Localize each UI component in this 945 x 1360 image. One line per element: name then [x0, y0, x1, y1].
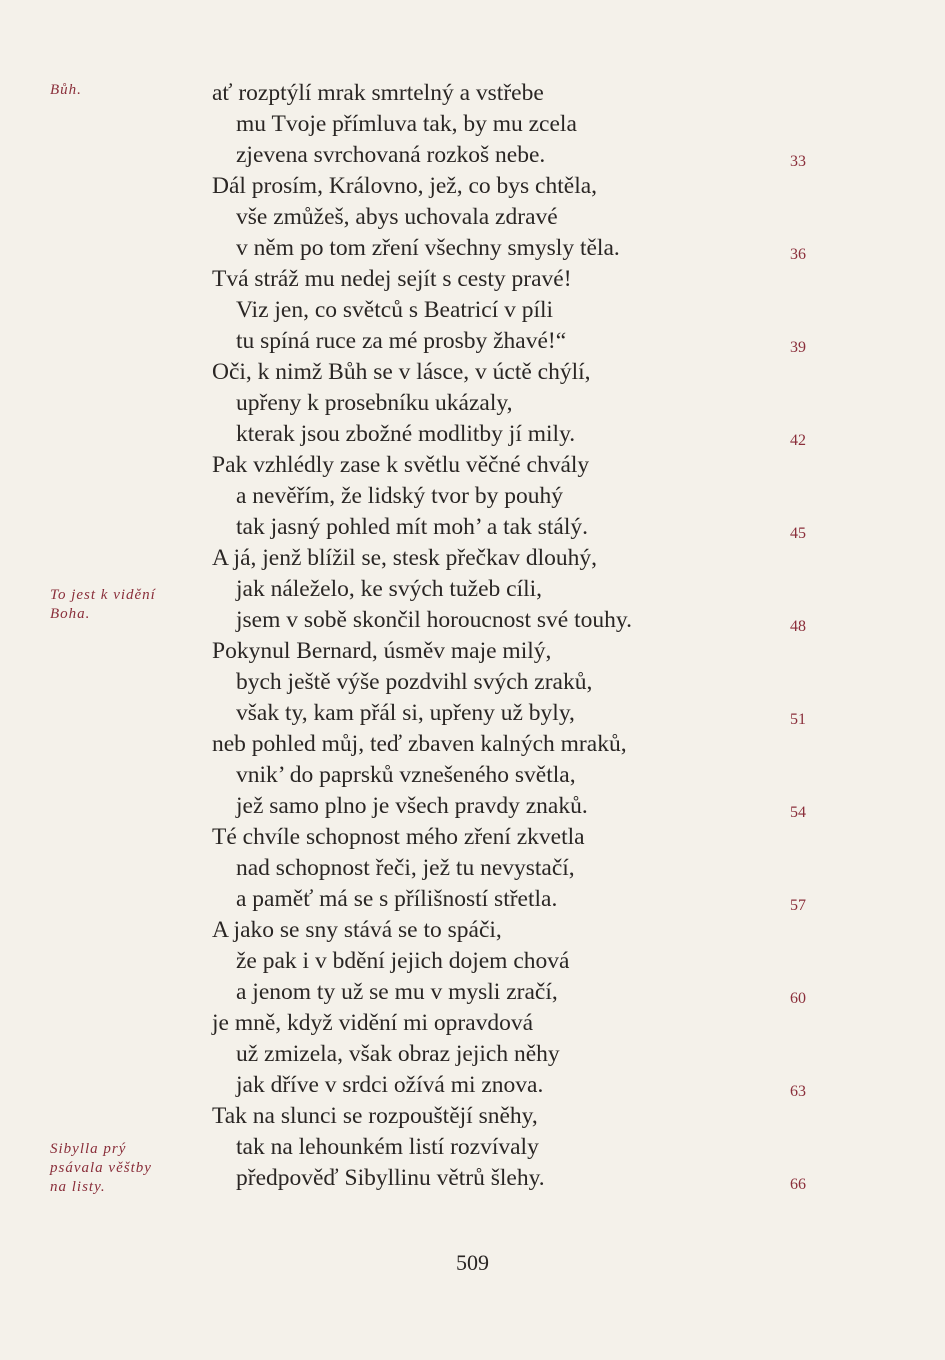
verse-text: však ty, kam přál si, upřeny už byly, — [236, 700, 575, 726]
verse-line — [0, 264, 945, 295]
gloss-line: Bůh. — [50, 82, 82, 98]
verse-text: Pak vzhlédly zase k světlu věčné chvály — [212, 452, 590, 478]
poem-verses — [0, 78, 945, 1194]
line-number: 63 — [790, 1083, 806, 1100]
line-number: 54 — [790, 804, 806, 821]
verse-text: jak náleželo, ke svých tužeb cíli, — [236, 576, 543, 602]
line-number: 39 — [790, 339, 806, 356]
verse-text: neb pohled můj, teď zbaven kalných mraků, — [212, 731, 627, 757]
gloss-line: Sibylla prý — [50, 1141, 127, 1157]
verse-line — [0, 1101, 945, 1132]
verse-line — [0, 915, 945, 946]
verse-line — [0, 295, 945, 326]
verse-text: už zmizela, však obraz jejich něhy — [236, 1041, 560, 1067]
verse-line — [0, 1132, 945, 1163]
gloss-line: psávala věštby — [50, 1160, 152, 1176]
verse-text: Tak na slunci se rozpouštějí sněhy, — [212, 1103, 538, 1129]
verse-text: ať rozptýlí mrak smrtelný a vstřebe — [212, 80, 544, 106]
verse-text: jež samo plno je všech pravdy znaků. — [236, 793, 588, 819]
line-number: 45 — [790, 525, 806, 542]
verse-text: mu Tvoje přímluva tak, by mu zcela — [236, 111, 577, 137]
verse-text: A já, jenž blížil se, stesk přečkav dlouhý, — [212, 545, 598, 571]
verse-line — [0, 512, 945, 543]
verse-line — [0, 357, 945, 388]
verse-text: jak dříve v srdci ožívá mi znova. — [236, 1072, 544, 1098]
verse-line — [0, 574, 945, 605]
line-number: 51 — [790, 711, 806, 728]
verse-text: a jenom ty už se mu v mysli zračí, — [236, 979, 558, 1005]
verse-line — [0, 388, 945, 419]
verse-text: že pak i v bdění jejich dojem chová — [236, 948, 570, 974]
verse-line — [0, 791, 945, 822]
verse-line — [0, 822, 945, 853]
verse-text: vnik’ do paprsků vznešeného světla, — [236, 762, 576, 788]
verse-line — [0, 202, 945, 233]
verse-text: kterak jsou zbožné modlitby jí mily. — [236, 421, 576, 447]
line-number: 48 — [790, 618, 806, 635]
verse-text: Té chvíle schopnost mého zření zkvetla — [212, 824, 585, 850]
verse-line — [0, 233, 945, 264]
line-number: 66 — [790, 1176, 806, 1193]
verse-line — [0, 636, 945, 667]
verse-text: tak jasný pohled mít moh’ a tak stálý. — [236, 514, 588, 540]
verse-line — [0, 450, 945, 481]
verse-text: upřeny k prosebníku ukázaly, — [236, 390, 513, 416]
verse-text: a nevěřím, že lidský tvor by pouhý — [236, 483, 563, 509]
verse-line — [0, 1008, 945, 1039]
verse-text: Viz jen, co světců s Beatricí v píli — [236, 297, 554, 323]
line-number: 36 — [790, 246, 806, 263]
verse-line — [0, 326, 945, 357]
verse-line — [0, 729, 945, 760]
gloss-line: Boha. — [50, 606, 91, 622]
verse-line — [0, 884, 945, 915]
verse-line — [0, 605, 945, 636]
verse-line — [0, 977, 945, 1008]
line-number: 33 — [790, 153, 806, 170]
verse-text: a paměť má se s přílišností střetla. — [236, 886, 558, 912]
verse-text: předpověď Sibyllinu větrů šlehy. — [236, 1165, 545, 1191]
verse-line — [0, 698, 945, 729]
gloss-line: To jest k vidění — [50, 587, 156, 603]
verse-text: Tvá stráž mu nedej sejít s cesty pravé! — [212, 266, 572, 292]
verse-line — [0, 853, 945, 884]
verse-text: tu spíná ruce za mé prosby žhavé!“ — [236, 328, 567, 354]
verse-line — [0, 419, 945, 450]
line-number: 60 — [790, 990, 806, 1007]
line-number: 57 — [790, 897, 806, 914]
verse-text: tak na lehounkém listí rozvívaly — [236, 1134, 539, 1160]
verse-text: jsem v sobě skončil horoucnost své touhy. — [236, 607, 632, 633]
verse-text: Oči, k nimž Bůh se v lásce, v úctě chýlí, — [212, 359, 591, 385]
verse-text: zjevena svrchovaná rozkoš nebe. — [236, 142, 546, 168]
gloss-line: na listy. — [50, 1179, 106, 1195]
page-number: 509 — [456, 1250, 489, 1275]
verse-text: nad schopnost řeči, jež tu nevystačí, — [236, 855, 575, 881]
verse-line — [0, 140, 945, 171]
verse-line — [0, 78, 945, 109]
verse-text: Pokynul Bernard, úsměv maje milý, — [212, 638, 552, 664]
verse-line — [0, 1039, 945, 1070]
verse-text: Dál prosím, Královno, jež, co bys chtěla, — [212, 173, 598, 199]
verse-line — [0, 667, 945, 698]
verse-text: A jako se sny stává se to spáči, — [212, 917, 502, 943]
verse-line — [0, 946, 945, 977]
line-number: 42 — [790, 432, 806, 449]
verse-line — [0, 760, 945, 791]
verse-line — [0, 543, 945, 574]
verse-text: je mně, když vidění mi opravdová — [212, 1010, 534, 1036]
verse-line — [0, 109, 945, 140]
verse-text: v něm po tom zření všechny smysly těla. — [236, 235, 620, 261]
verse-line — [0, 171, 945, 202]
verse-text: vše zmůžeš, abys uchovala zdravé — [236, 204, 558, 230]
verse-line — [0, 481, 945, 512]
verse-text: bych ještě výše pozdvihl svých zraků, — [236, 669, 593, 695]
verse-line — [0, 1070, 945, 1101]
verse-line — [0, 1163, 945, 1194]
